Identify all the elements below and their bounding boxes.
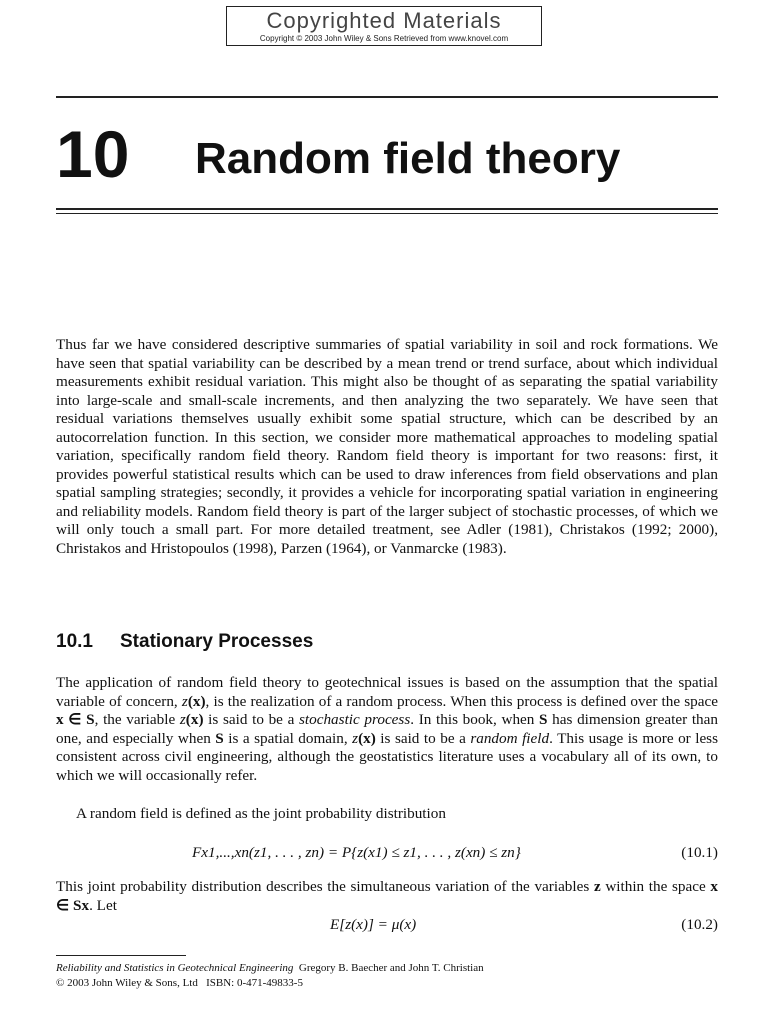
title-rule-upper xyxy=(56,208,718,210)
footnote-authors: Gregory B. Baecher and John T. Christian xyxy=(298,962,484,974)
chapter-title: Random field theory xyxy=(195,134,621,183)
footnote xyxy=(56,961,484,991)
equation-10-2-formula: E[z(x)] = μ(x) xyxy=(330,916,417,933)
copyright-notice-box xyxy=(226,6,542,46)
footnote-book-title: Reliability and Statistics in Geotechnical Engineering xyxy=(56,962,294,974)
title-rule-lower xyxy=(56,213,718,214)
footnote-rule xyxy=(56,955,186,956)
section-number: 10.1 xyxy=(56,631,93,652)
footnote-line-1 xyxy=(56,961,484,976)
section-title: Stationary Processes xyxy=(120,631,314,652)
section-heading xyxy=(56,630,313,654)
equation-10-1-number: (10.1) xyxy=(681,844,718,861)
equation-10-2-number: (10.2) xyxy=(681,916,718,933)
section-paragraph: The application of random field theory to geotechnical issues is based on the assumption that the spatial variable of concern, z(x), is the realization of a random process. When this process is defined over the space x ∈ S, the variable z(x) is said to be a stochastic process. In this book, when S has dimension greater than one, and especially when S is a spatial domain, z(x) is said to be a random field. This usage is more or less consistent across civil engineering, although the geostatistics literature uses a vocabulary all of its own, to which we will occasionally refer. xyxy=(56,674,719,784)
footnote-isbn: ISBN: 0-471-49833-5 xyxy=(206,977,303,989)
copyright-title: Copyrighted Materials xyxy=(266,8,502,33)
chapter-number: 10 xyxy=(56,117,130,191)
intro-paragraph: Thus far we have considered descriptive summaries of spatial variability in soil and rock formations. We have seen that spatial variability can be described by a mean trend or trend surface, about which individual measurements exhibit residual variation. This might also be thought of as separating the spatial variability into large-scale and small-scale increments, and then analyzing the two separately. We have seen that residual variations themselves usually exhibit some spatial structure, which can be described by an autocorrelation function. In this section, we consider more mathematical approaches to modeling spatial variation, specifically random field theory. Random field theory is important for two reasons: first, it provides powerful statistical results which can be used to draw inferences from field observations and plan spatial sampling strategies; secondly, it provides a vehicle for incorporating spatial variation in engineering and reliability models. Random field theory is part of the larger subject of stochastic processes, of which we will only touch a small part. For more detailed treatment, see Adler (1981), Christakos (1992; 2000), Christakos and Hristopoulos (1998), Parzen (1964), or Vanmarcke (1983). xyxy=(56,336,718,557)
definition-line: A random field is defined as the joint probability distribution xyxy=(76,805,446,822)
joint-distribution-paragraph: This joint probability distribution describes the simultaneous variation of the variables z within the space x ∈ Sx. Let xyxy=(56,878,718,914)
footnote-line-2 xyxy=(56,976,484,991)
copyright-subtitle: Copyright © 2003 John Wiley & Sons Retrieved from www.knovel.com xyxy=(259,34,509,43)
footnote-copyright: © 2003 John Wiley & Sons, Ltd xyxy=(56,977,198,989)
top-rule xyxy=(56,96,718,98)
equation-10-1-formula: Fx1,...,xn(z1, . . . , zn) = P{z(x1) ≤ z1, . . . , z(xn) ≤ zn} xyxy=(192,844,521,861)
